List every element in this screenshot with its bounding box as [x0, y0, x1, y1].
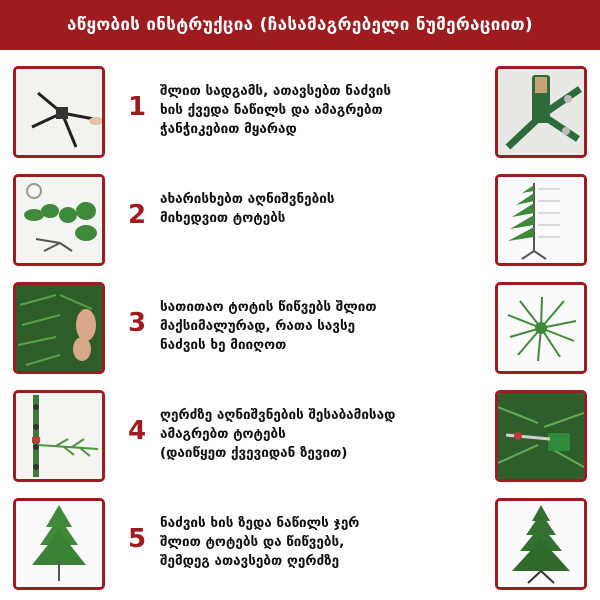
stand-unfold-icon [16, 69, 102, 155]
step-4 [0, 388, 600, 488]
step-4-right-image [495, 390, 587, 482]
step-1-text: შლით სადგამს, ათავსებთ ნაძვის ხის ქვედა ნაწილს და ამაგრებთ ჭანჭიკებით მყარად [160, 83, 392, 137]
labeled-pole-icon [498, 177, 584, 263]
step-1-number: 1 [127, 92, 147, 122]
step-5-text: ნაძვის ხის ზედა ნაწილს ჯერ შლით ტოტებს და წიწვებს, შემდეგ ათავსებთ ღერძზე [160, 515, 360, 569]
step-3-text: სათითაო ტოტის წიწვებს შლით მაქსიმალურად, რათა სავსე ნაძვის ხე მიიღოთ [160, 299, 377, 353]
fluffing-branch-icon [16, 285, 102, 371]
small-tree-icon [16, 501, 102, 587]
step-5 [0, 496, 600, 596]
step-3-left-image [13, 282, 105, 374]
step-4-number: 4 [127, 416, 147, 446]
step-4-left-image [13, 390, 105, 482]
step-2-text: ახარისხებთ აღნიშვნების მიხედვით ტოტებს [160, 191, 335, 226]
step-1-right-image [495, 66, 587, 158]
step-5-number: 5 [127, 524, 147, 554]
pole-attach-icon [16, 393, 102, 479]
step-4-text: ღერძზე აღნიშვნების შესაბამისად ამაგრებთ ტოტებს (დაიწყეთ ქვევიდან ზევით) [160, 407, 396, 461]
step-2-left-image [13, 174, 105, 266]
step-3 [0, 280, 600, 380]
step-2-right-image [495, 174, 587, 266]
stand-bolt-icon [498, 69, 584, 155]
page-title: აწყობის ინსტრუქცია (ჩასამაგრებელი ნუმერაციით) [0, 0, 600, 50]
step-1 [0, 64, 600, 164]
full-tree-icon [498, 501, 584, 587]
step-3-number: 3 [127, 308, 147, 338]
step-5-left-image [13, 498, 105, 590]
step-2 [0, 172, 600, 272]
step-5-right-image [495, 498, 587, 590]
sorted-branches-icon [16, 177, 102, 263]
step-1-left-image [13, 66, 105, 158]
branch-clip-icon [498, 393, 584, 479]
fluffed-branch-icon [498, 285, 584, 371]
step-3-right-image [495, 282, 587, 374]
step-2-number: 2 [127, 200, 147, 230]
